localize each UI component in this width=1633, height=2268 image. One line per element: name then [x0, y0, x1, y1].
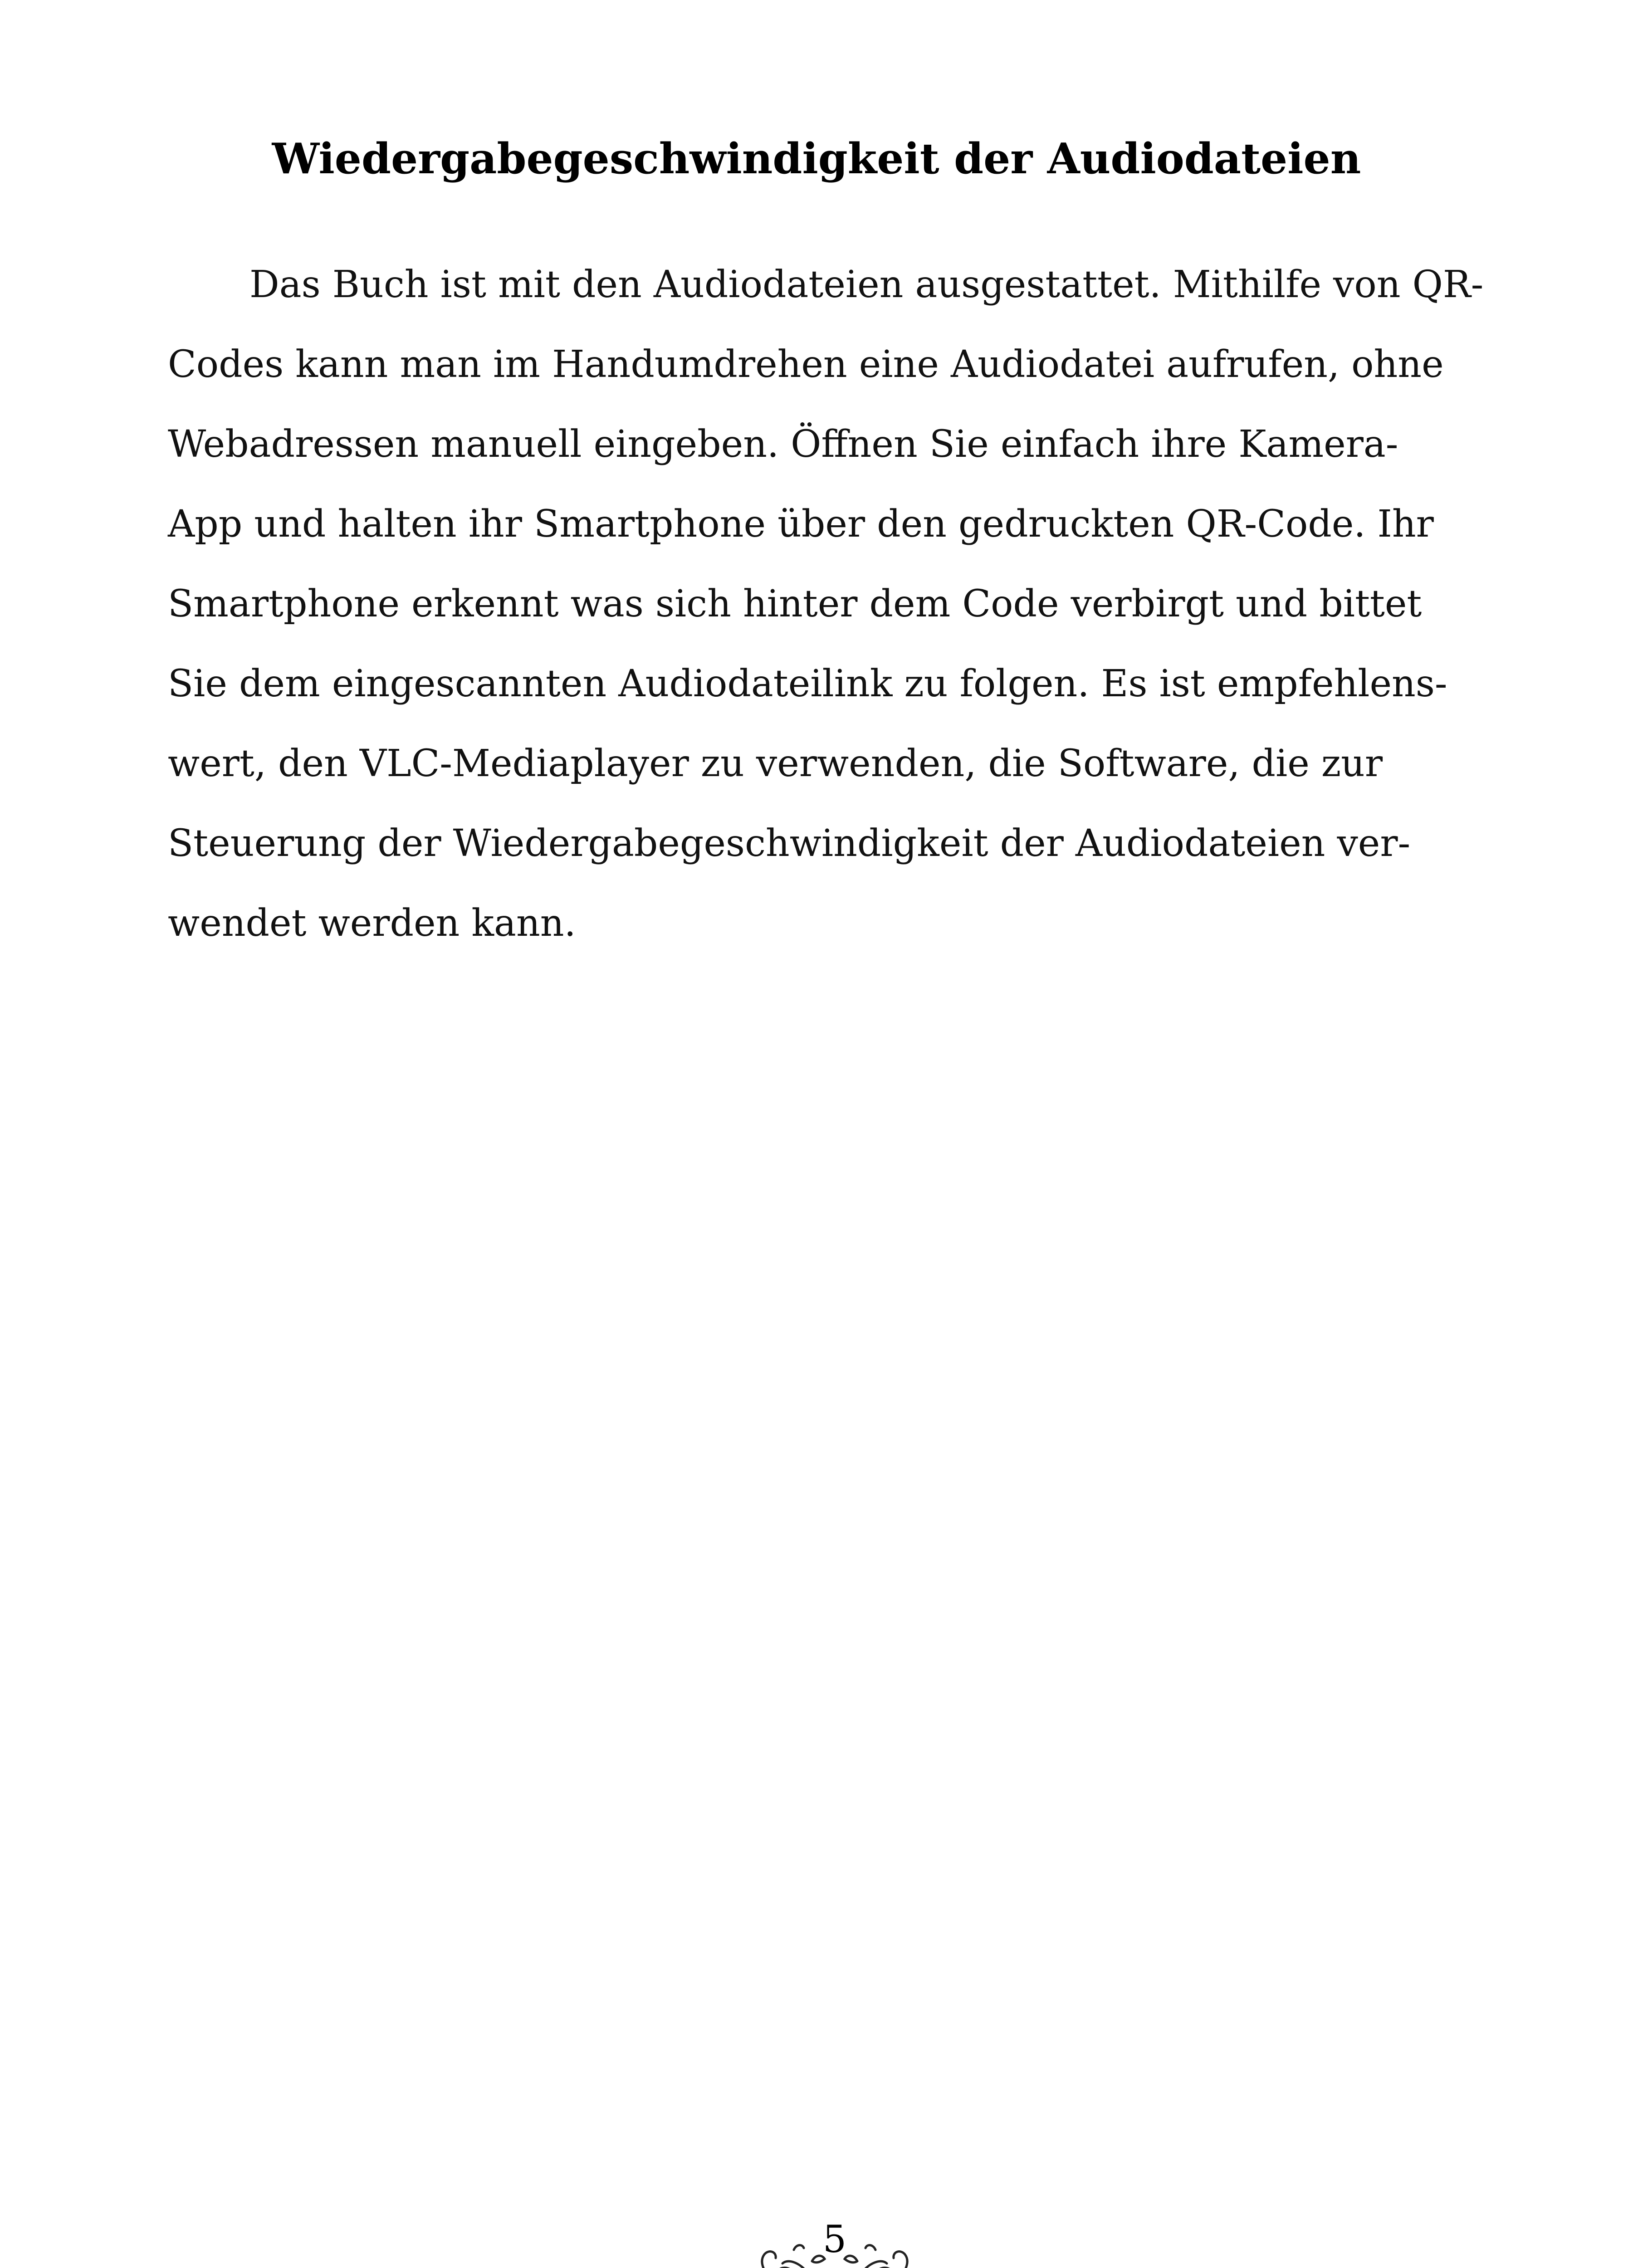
page-number: 5	[822, 2218, 847, 2261]
paragraph-line: Das Buch ist mit den Audiodateien ausgestattet. Mithilfe von QR-	[249, 263, 1484, 306]
paragraph-line: App und halten ihr Smartphone über den gedruckten QR-Code. Ihr	[168, 503, 1434, 546]
paragraph-line: wendet werden kann.	[168, 902, 576, 945]
section-heading: Wiedergabegeschwindigkeit der Audiodateien	[272, 134, 1361, 183]
paragraph-line: Steuerung der Wiedergabegeschwindigkeit der Audiodateien ver-	[168, 822, 1411, 865]
paragraph-line: wert, den VLC-Mediaplayer zu verwenden, die Software, die zur	[168, 742, 1383, 785]
body-paragraph	[168, 245, 1484, 963]
paragraph-line: Webadressen manuell eingeben. Öffnen Sie einfach ihre Kamera-	[168, 423, 1398, 466]
paragraph-line: Codes kann man im Handumdrehen eine Audiodatei aufrufen, ohne	[168, 343, 1444, 386]
paragraph-line: Sie dem eingescannten Audiodateilink zu folgen. Es ist empfehlens-	[168, 662, 1447, 705]
page-footer	[744, 2204, 925, 2268]
paragraph-line: Smartphone erkennt was sich hinter dem Code verbirgt und bittet	[168, 582, 1422, 626]
